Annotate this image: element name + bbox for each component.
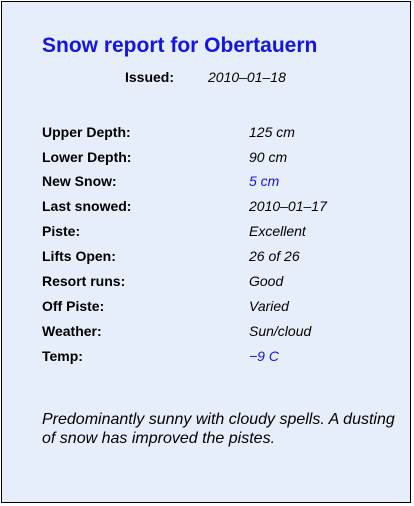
row-lower-depth <box>2 149 412 169</box>
row-off-piste <box>2 298 412 318</box>
row-resort-runs <box>2 273 412 293</box>
report-title: Snow report for Obertauern <box>42 34 318 57</box>
new-snow-value: 5 cm <box>249 173 280 189</box>
issued-date: 2010–01–18 <box>208 69 286 85</box>
row-upper-depth <box>2 124 412 144</box>
temp-value: −9 C <box>249 348 279 364</box>
last-snowed-value: 2010–01–17 <box>249 198 327 214</box>
lower-depth-label: Lower Depth: <box>42 149 132 165</box>
row-temp <box>2 348 412 368</box>
piste-label: Piste: <box>42 223 81 239</box>
issued-label: Issued: <box>125 69 175 85</box>
weather-label: Weather: <box>42 323 102 339</box>
off-piste-label: Off Piste: <box>42 298 105 314</box>
lifts-open-label: Lifts Open: <box>42 248 116 264</box>
row-new-snow <box>2 173 412 193</box>
off-piste-value: Varied <box>249 298 289 314</box>
lower-depth-value: 90 cm <box>249 149 288 165</box>
piste-value: Excellent <box>249 223 306 239</box>
report-summary: Predominantly sunny with cloudy spells. A dusting of snow has improved the pistes. <box>42 411 395 447</box>
temp-label: Temp: <box>42 348 83 364</box>
row-weather <box>2 323 412 343</box>
snow-report-panel <box>1 1 411 503</box>
new-snow-label: New Snow: <box>42 173 117 189</box>
last-snowed-label: Last snowed: <box>42 198 132 214</box>
resort-runs-label: Resort runs: <box>42 273 126 289</box>
row-lifts-open <box>2 248 412 268</box>
upper-depth-value: 125 cm <box>249 124 295 140</box>
upper-depth-label: Upper Depth: <box>42 124 131 140</box>
lifts-open-value: 26 of 26 <box>249 248 300 264</box>
row-last-snowed <box>2 198 412 218</box>
weather-value: Sun/cloud <box>249 323 312 339</box>
row-piste <box>2 223 412 243</box>
resort-runs-value: Good <box>249 273 284 289</box>
